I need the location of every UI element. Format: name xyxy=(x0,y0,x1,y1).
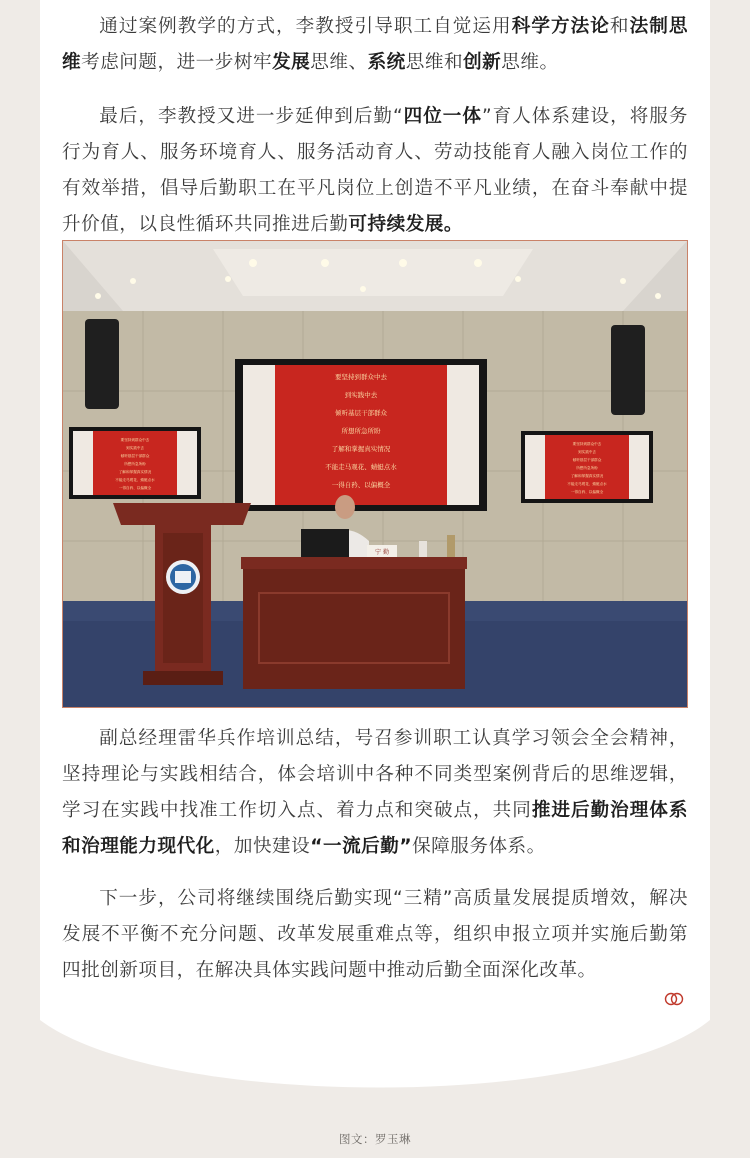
text-segment: 和 xyxy=(609,16,630,37)
paragraph-training-summary xyxy=(62,721,688,865)
text-segment: 保障服务体系。 xyxy=(412,836,546,857)
text-segment: ，加快建设 xyxy=(214,836,311,857)
text-segment: 副总经理雷华兵作培训总结，号召参训职工认真学习领会全会精神，坚持理论与实践相结合，体会培训中各种不同类型案例背后的思维逻辑，学习在实践中找准工作切入点、着力点和突破点，共同 xyxy=(62,728,688,821)
main-screen-line: 要坚持到群众中去 xyxy=(335,373,387,381)
bold-phrase: 推进后勤治理体系和治理能力现代化 xyxy=(62,800,688,857)
main-screen-line: 一得自矜、以偏概全 xyxy=(331,481,391,489)
right-screen-line: 要坚持到群众中去 xyxy=(572,442,602,446)
main-screen-line: 了解和掌握真实情况 xyxy=(331,445,391,453)
right-screen-line: 一得自矜、以偏概全 xyxy=(570,490,604,494)
bold-phrase: 创新 xyxy=(463,52,502,73)
bold-phrase: 系统 xyxy=(367,52,406,73)
end-mark-icon xyxy=(664,991,684,1007)
text-segment: 思维、 xyxy=(310,52,368,73)
right-screen-line: 了解和掌握真实情况 xyxy=(570,474,604,478)
text-segment: ”育人体系建设，将服务行为育人、服务环境育人、服务活动育人、劳动技能育人融入岗位工作的有效举措，倡导后勤职工在平凡岗位上创造不平凡业绩，在奋斗奉献中提升价值，以良性循环共同推进后勤 xyxy=(62,106,688,235)
left-screen-line: 一得自矜、以偏概全 xyxy=(118,486,152,490)
paragraph-next-steps xyxy=(62,881,688,989)
text-segment: 思维和 xyxy=(405,52,464,73)
bold-phrase: 四位一体 xyxy=(403,106,482,127)
card-wave-edge xyxy=(0,980,750,1120)
text-segment: 通过案例教学的方式，李教授引导职工自觉运用 xyxy=(99,16,512,37)
text-segment: 思维。 xyxy=(501,52,559,73)
bold-phrase: 可持续发展。 xyxy=(348,214,463,235)
bold-phrase: 法制思维 xyxy=(62,16,688,73)
right-screen-line: 所想所急所盼 xyxy=(576,466,598,470)
left-screen-line: 了解和掌握真实情况 xyxy=(118,470,152,474)
text-segment: 下一步，公司将继续围绕后勤实现“三精”高质量发展提质增效，解决发展不平衡不充分问题、改革发展重难点等，组织申报立项并实施后勤第四批创新项目，在解决具体实践问题中推动后勤全面深化改革。 xyxy=(62,888,688,981)
right-screen-line: 不能走马观花、蜻蜓点水 xyxy=(567,482,607,486)
bold-phrase: “一流后勤” xyxy=(310,836,413,857)
right-screen-line: 到实践中去 xyxy=(578,450,596,454)
right-screen-line: 倾听基层干部群众 xyxy=(572,458,602,462)
left-screen-line: 倾听基层干部群众 xyxy=(120,454,150,458)
main-screen-line: 所想所急所盼 xyxy=(341,427,381,435)
left-screen-line: 所想所急所盼 xyxy=(124,462,146,466)
nameplate: 宁 勤 xyxy=(375,549,389,556)
paragraph-four-in-one xyxy=(62,99,688,243)
main-screen-line: 到实践中去 xyxy=(344,391,378,399)
bold-phrase: 科学方法论 xyxy=(511,16,610,37)
left-screen-line: 到实践中去 xyxy=(126,446,144,450)
main-screen-line: 不能走马观花、蜻蜓点水 xyxy=(325,463,397,471)
left-screen-line: 不能走马观花、蜻蜓点水 xyxy=(115,478,155,482)
lecture-photo xyxy=(62,240,688,708)
bold-phrase: 发展 xyxy=(272,52,311,73)
text-segment: 考虑问题，进一步树牢 xyxy=(81,52,273,73)
text-segment: 最后，李教授又进一步延伸到后勤“ xyxy=(99,106,404,127)
paragraph-case-teaching xyxy=(62,9,688,81)
left-screen-line: 要坚持到群众中去 xyxy=(120,438,150,442)
photo-credit: 图文：罗玉琳 xyxy=(339,1132,411,1146)
main-screen-line: 倾听基层干部群众 xyxy=(335,409,387,417)
